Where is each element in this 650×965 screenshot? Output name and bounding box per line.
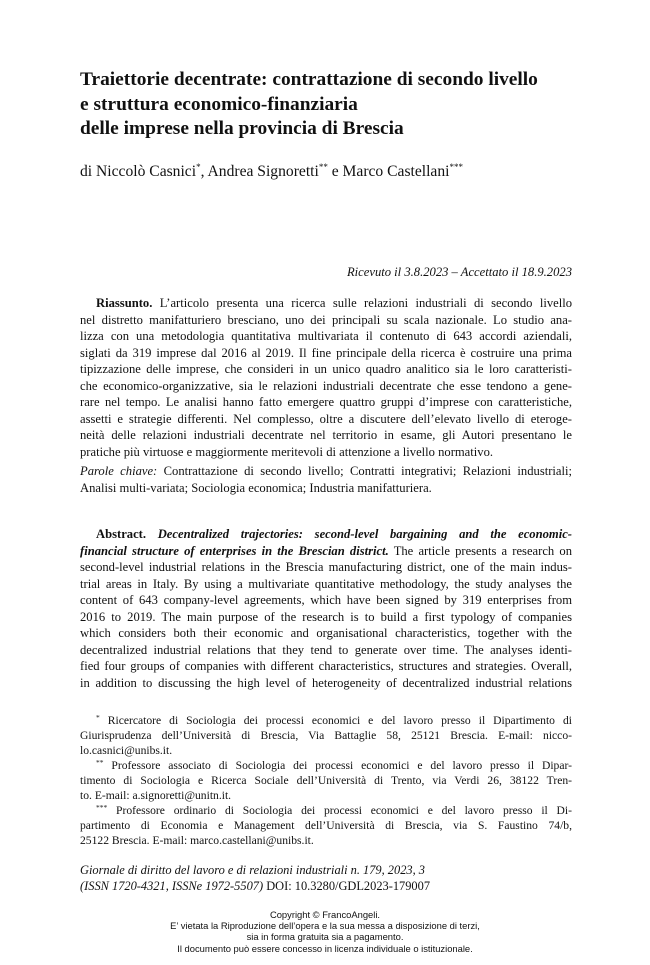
footnote-line: to. E-mail: a.signoretti@unitn.it. <box>80 789 232 802</box>
abstract-paragraph <box>80 526 572 691</box>
author-name: Andrea Signoretti <box>207 163 319 180</box>
footnote-line <box>80 713 572 728</box>
footnote-marker[interactable]: *** <box>449 162 463 172</box>
footnote-line: timento di Sociologia e Ricerca Sociale dell’Università di Trento, via Verdi 26, 38122 Tren- <box>80 774 572 787</box>
paragraph-line: second-level industrial relations in the Brescia manufacturing district, one of the main indus- <box>80 560 572 574</box>
paragraph-line: Analisi multi-variata; Sociologia economica; Industria manifatturiera. <box>80 480 432 495</box>
author-separator: , <box>200 163 208 180</box>
paragraph-line <box>80 463 572 480</box>
paragraph-line: siglati da 319 imprese dal 2016 al 2019. Il fine principale della ricerca è costruire una prima <box>80 345 572 360</box>
line-text: Professore associato di Sociologia dei processi economici e del lavoro presso il Dipar- <box>103 759 572 772</box>
paragraph-line: neità delle relazioni industriali decentrate nel territorio in esame, gli Autori presentano le <box>80 428 572 442</box>
journal-citation <box>80 862 430 894</box>
author-name: Marco Castellani <box>342 163 450 180</box>
line-text: Ricercatore di Sociologia dei processi economici e del lavoro presso il Dipartimento di <box>99 714 572 727</box>
author-name: Niccolò Casnici <box>96 163 197 180</box>
line-text: Professore ordinario di Sociologia dei processi economici e del lavoro presso il Di- <box>107 804 572 817</box>
paragraph-line <box>80 295 572 312</box>
paragraph-line: tipizzazione delle imprese, che consideri in un unico quadro analitico sia le loro caratteristi- <box>80 362 572 376</box>
title-line: e struttura economico-finanziaria <box>80 93 358 115</box>
paragraph-line: assetti e strategie differenti. Nel complesso, oltre a discutere dell’elevato livello di eteroge- <box>80 411 572 426</box>
footnote-line: 25122 Brescia. E-mail: marco.castellani@unibs.it. <box>80 834 314 847</box>
copyright-notice <box>0 909 650 954</box>
paragraph-line: lizza con una metodologia quantitativa multivariata il contenuto di 643 accordi aziendali, <box>80 329 572 343</box>
line-text: The article presents a research on <box>388 543 572 558</box>
doi-text[interactable]: DOI: 10.3280/GDL2023-179007 <box>263 879 431 893</box>
footnote-marker[interactable]: * <box>196 162 201 172</box>
authors-prefix: di <box>80 163 97 180</box>
paragraph-line: which considers both their economic and organisational characteristics, together with the <box>80 626 572 640</box>
title-line: delle imprese nella provincia di Brescia <box>80 118 404 139</box>
paragraph-line <box>80 526 572 543</box>
footnote-mark: *** <box>96 803 108 812</box>
copyright-line: Il documento può essere concesso in licenza individuale o istituzionale. <box>177 942 473 954</box>
footnote-marker[interactable]: ** <box>318 162 328 172</box>
journal-line <box>80 878 430 894</box>
keywords-label: Parole chiave: <box>80 464 158 478</box>
line-text: L’articolo presenta una ricerca sulle relazioni industriali di secondo livello <box>152 296 572 310</box>
article-title <box>80 68 600 142</box>
journal-line: Giornale di diritto del lavoro e di relazioni industriali n. 179, 2023, 3 <box>80 863 425 877</box>
author-separator: e <box>327 163 343 180</box>
paragraph-line: 2016 to 2019. The main purpose of the research is to build a first typology of companies <box>80 609 572 624</box>
copyright-line: E’ vietata la Riproduzione dell’opera e la sua messa a disposizione di terzi, <box>170 920 480 932</box>
footnote-mark: * <box>96 713 100 722</box>
riassunto-label: Riassunto. <box>96 296 153 310</box>
received-accepted-dates: Ricevuto il 3.8.2023 – Accettato il 18.9.2023 <box>346 265 572 279</box>
footnote-line: partimento di Economia e Management dell’Università di Brescia, via S. Faustino 74/b, <box>80 819 572 832</box>
issn-text: (ISSN 1720-4321, ISSNe 1972-5507) <box>80 879 264 893</box>
footnotes <box>80 713 572 848</box>
footnote-line: Giurisprudenza dell’Università di Brescia, Via Battaglie 58, 25121 Brescia. E-mail: nicco- <box>80 729 572 742</box>
abstract-label: Abstract. <box>96 527 147 541</box>
footnote-line: lo.casnici@unibs.it. <box>80 744 173 757</box>
footnote-mark: ** <box>96 758 104 767</box>
paragraph-line: in addition to discussing the high level of heterogeneity of decentralized industrial relations <box>80 675 572 690</box>
author-line <box>80 163 463 181</box>
english-title: Decentralized trajectories: second-level bargaining and the economic- <box>146 527 572 541</box>
paragraph-line: fied four groups of companies with different characteristics, structures and strategies. Overall, <box>80 659 572 673</box>
title-line: Traiettorie decentrate: contrattazione di secondo livello <box>80 69 538 90</box>
paragraph-line: nel distretto manifatturiero bresciano, uno dei principali su scala nazionale. Lo studio ana- <box>80 312 572 327</box>
copyright-line: sia in forma gratuita sia a pagamento. <box>246 931 404 943</box>
keywords-paragraph <box>80 463 572 496</box>
footnote-line <box>80 803 572 818</box>
paragraph-line: trial areas in Italy. By using a multivariate quantitative methodology, the study analyses the <box>80 576 572 591</box>
line-text: Contrattazione di secondo livello; Contratti integrativi; Relazioni industriali; <box>157 464 572 478</box>
copyright-line: Copyright © FrancoAngeli. <box>269 909 381 920</box>
footnote-line <box>80 758 572 773</box>
paragraph-line: content of 643 company-level agreements, which have been signed by 319 enterprises from <box>80 593 572 607</box>
paragraph-line <box>80 543 572 560</box>
riassunto-paragraph <box>80 295 572 460</box>
paragraph-line: pratiche più virtuose e maggiormente meritevoli di attenzione a livello normativo. <box>80 444 494 459</box>
paragraph-line: decentralized industrial relations that they tend to generate over time. The analyses identi- <box>80 642 572 657</box>
paragraph-line: che economico-organizzative, sia le relazioni industriali decentrate che esse tendono a gene- <box>80 378 572 393</box>
english-title: financial structure of enterprises in the Brescian district. <box>80 543 389 558</box>
paragraph-line: rare nel tempo. Le analisi hanno fatto emergere quattro gruppi d’imprese con caratteristiche, <box>80 395 572 409</box>
